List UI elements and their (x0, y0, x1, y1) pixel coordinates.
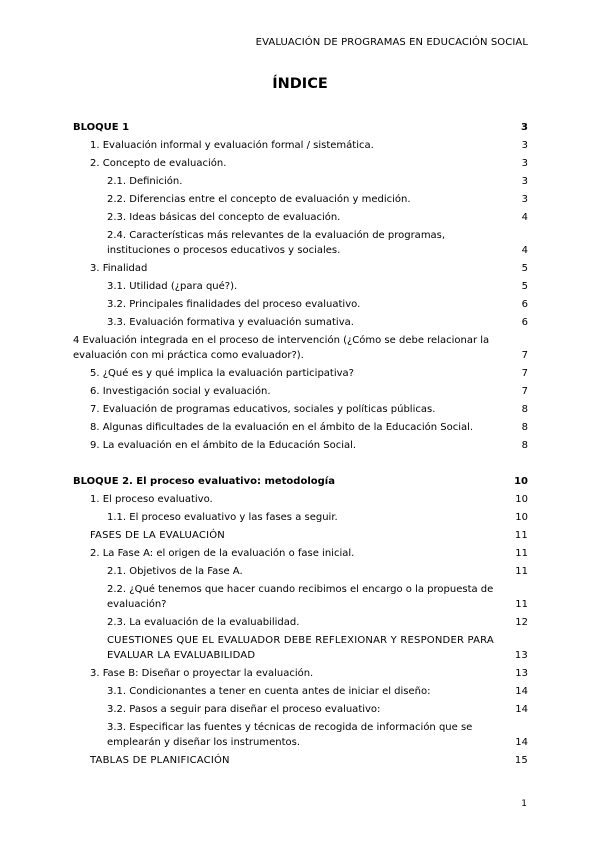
toc-entry[interactable]: FASES DE LA EVALUACIÓN 11 (90, 530, 528, 541)
toc-page: 7 (521, 350, 528, 361)
toc-entry[interactable]: 1.1. El proceso evaluativo y las fases a seguir. 10 (107, 512, 528, 523)
toc-entry[interactable]: CUESTIONES QUE EL EVALUADOR DEBE REFLEXIONAR Y RESPONDER PARA EVALUAR LA EVALUABILIDAD 13 (107, 635, 528, 661)
toc-entry[interactable]: 3.2. Pasos a seguir para diseñar el proceso evaluativo: 14 (107, 704, 528, 715)
toc-entry[interactable]: 3.1. Utilidad (¿para qué?). 5 (107, 281, 528, 292)
toc-page: 10 (515, 512, 528, 523)
toc-entry[interactable]: 3.3. Evaluación formativa y evaluación sumativa. 6 (107, 317, 528, 328)
toc-page: 3 (521, 140, 528, 151)
toc-page: 11 (515, 566, 528, 577)
toc-page: 4 (521, 245, 528, 256)
toc-entry[interactable]: 1. El proceso evaluativo. 10 (90, 494, 528, 505)
toc-page: 3 (521, 176, 528, 187)
toc-entry[interactable]: 2. La Fase A: el origen de la evaluación o fase inicial. 11 (90, 548, 528, 559)
toc-page: 11 (515, 599, 528, 610)
table-of-contents (73, 120, 528, 768)
toc-entry[interactable]: 2.2. ¿Qué tenemos que hacer cuando recibimos el encargo o la propuesta de evaluación? 11 (107, 584, 528, 610)
page-number: 1 (521, 799, 527, 809)
toc-entry[interactable]: 8. Algunas dificultades de la evaluación en el ámbito de la Educación Social. 8 (90, 422, 528, 433)
toc-page: 14 (515, 686, 528, 697)
toc-page: 5 (521, 263, 528, 274)
toc-page: 3 (521, 158, 528, 169)
toc-entry[interactable]: 2.1. Definición. 3 (107, 176, 528, 187)
toc-page: 7 (521, 368, 528, 379)
toc-entry[interactable]: 2.4. Características más relevantes de la evaluación de programas, instituciones o procesos educativos y sociales. 4 (107, 230, 528, 256)
toc-entry[interactable]: 2.2. Diferencias entre el concepto de evaluación y medición. 3 (107, 194, 528, 205)
toc-page: 11 (514, 530, 528, 541)
toc-page: 6 (521, 299, 528, 310)
toc-entry[interactable]: 3.1. Condicionantes a tener en cuenta antes de iniciar el diseño: 14 (107, 686, 528, 697)
toc-page: 6 (521, 317, 528, 328)
toc-page: 12 (515, 617, 528, 628)
toc-page: 5 (521, 281, 528, 292)
toc-page: 11 (515, 548, 528, 559)
toc-page: 15 (514, 755, 528, 766)
toc-page: 4 (521, 212, 528, 223)
toc-entry[interactable]: 2.1. Objetivos de la Fase A. 11 (107, 566, 528, 577)
toc-entry-bloque-2[interactable]: BLOQUE 2. El proceso evaluativo: metodología 10 (73, 476, 528, 487)
running-header: EVALUACIÓN DE PROGRAMAS EN EDUCACIÓN SOCIAL (255, 37, 528, 48)
toc-page: 7 (521, 386, 528, 397)
toc-page: 8 (521, 440, 528, 451)
toc-entry-bloque-1[interactable]: BLOQUE 1 3 (73, 122, 528, 133)
toc-entry[interactable]: 7. Evaluación de programas educativos, sociales y políticas públicas. 8 (90, 404, 528, 415)
page-title: ÍNDICE (272, 76, 328, 92)
toc-page: 14 (515, 737, 528, 748)
toc-page: 13 (514, 650, 528, 661)
toc-entry[interactable]: 3. Fase B: Diseñar o proyectar la evaluación. 13 (90, 668, 528, 679)
toc-entry[interactable]: 2. Concepto de evaluación. 3 (90, 158, 528, 169)
toc-entry[interactable]: TABLAS DE PLANIFICACIÓN 15 (90, 755, 528, 766)
toc-page: 3 (521, 122, 528, 133)
toc-page: 10 (515, 494, 528, 505)
toc-entry[interactable]: 1. Evaluación informal y evaluación formal / sistemática. 3 (90, 140, 528, 151)
toc-entry[interactable]: 2.3. La evaluación de la evaluabilidad. 12 (107, 617, 528, 628)
toc-page: 13 (515, 668, 528, 679)
toc-page: 10 (514, 476, 528, 487)
toc-entry[interactable]: 6. Investigación social y evaluación. 7 (90, 386, 528, 397)
toc-entry[interactable]: 9. La evaluación en el ámbito de la Educación Social. 8 (90, 440, 528, 451)
toc-entry[interactable]: 3.3. Especificar las fuentes y técnicas de recogida de información que se emplearán y diseñar los instrumentos. 14 (107, 722, 528, 748)
toc-page: 8 (521, 404, 528, 415)
toc-entry[interactable]: 3. Finalidad 5 (90, 263, 528, 274)
toc-entry[interactable]: 4 Evaluación integrada en el proceso de intervención (¿Cómo se debe relacionar la evaluación con mi práctica como evaluador?). 7 (73, 335, 528, 361)
toc-page: 3 (521, 194, 528, 205)
toc-entry[interactable]: 5. ¿Qué es y qué implica la evaluación participativa? 7 (90, 368, 528, 379)
toc-page: 14 (515, 704, 528, 715)
toc-entry[interactable]: 2.3. Ideas básicas del concepto de evaluación. 4 (107, 212, 528, 223)
toc-entry[interactable]: 3.2. Principales finalidades del proceso evaluativo. 6 (107, 299, 528, 310)
toc-page: 8 (521, 422, 528, 433)
